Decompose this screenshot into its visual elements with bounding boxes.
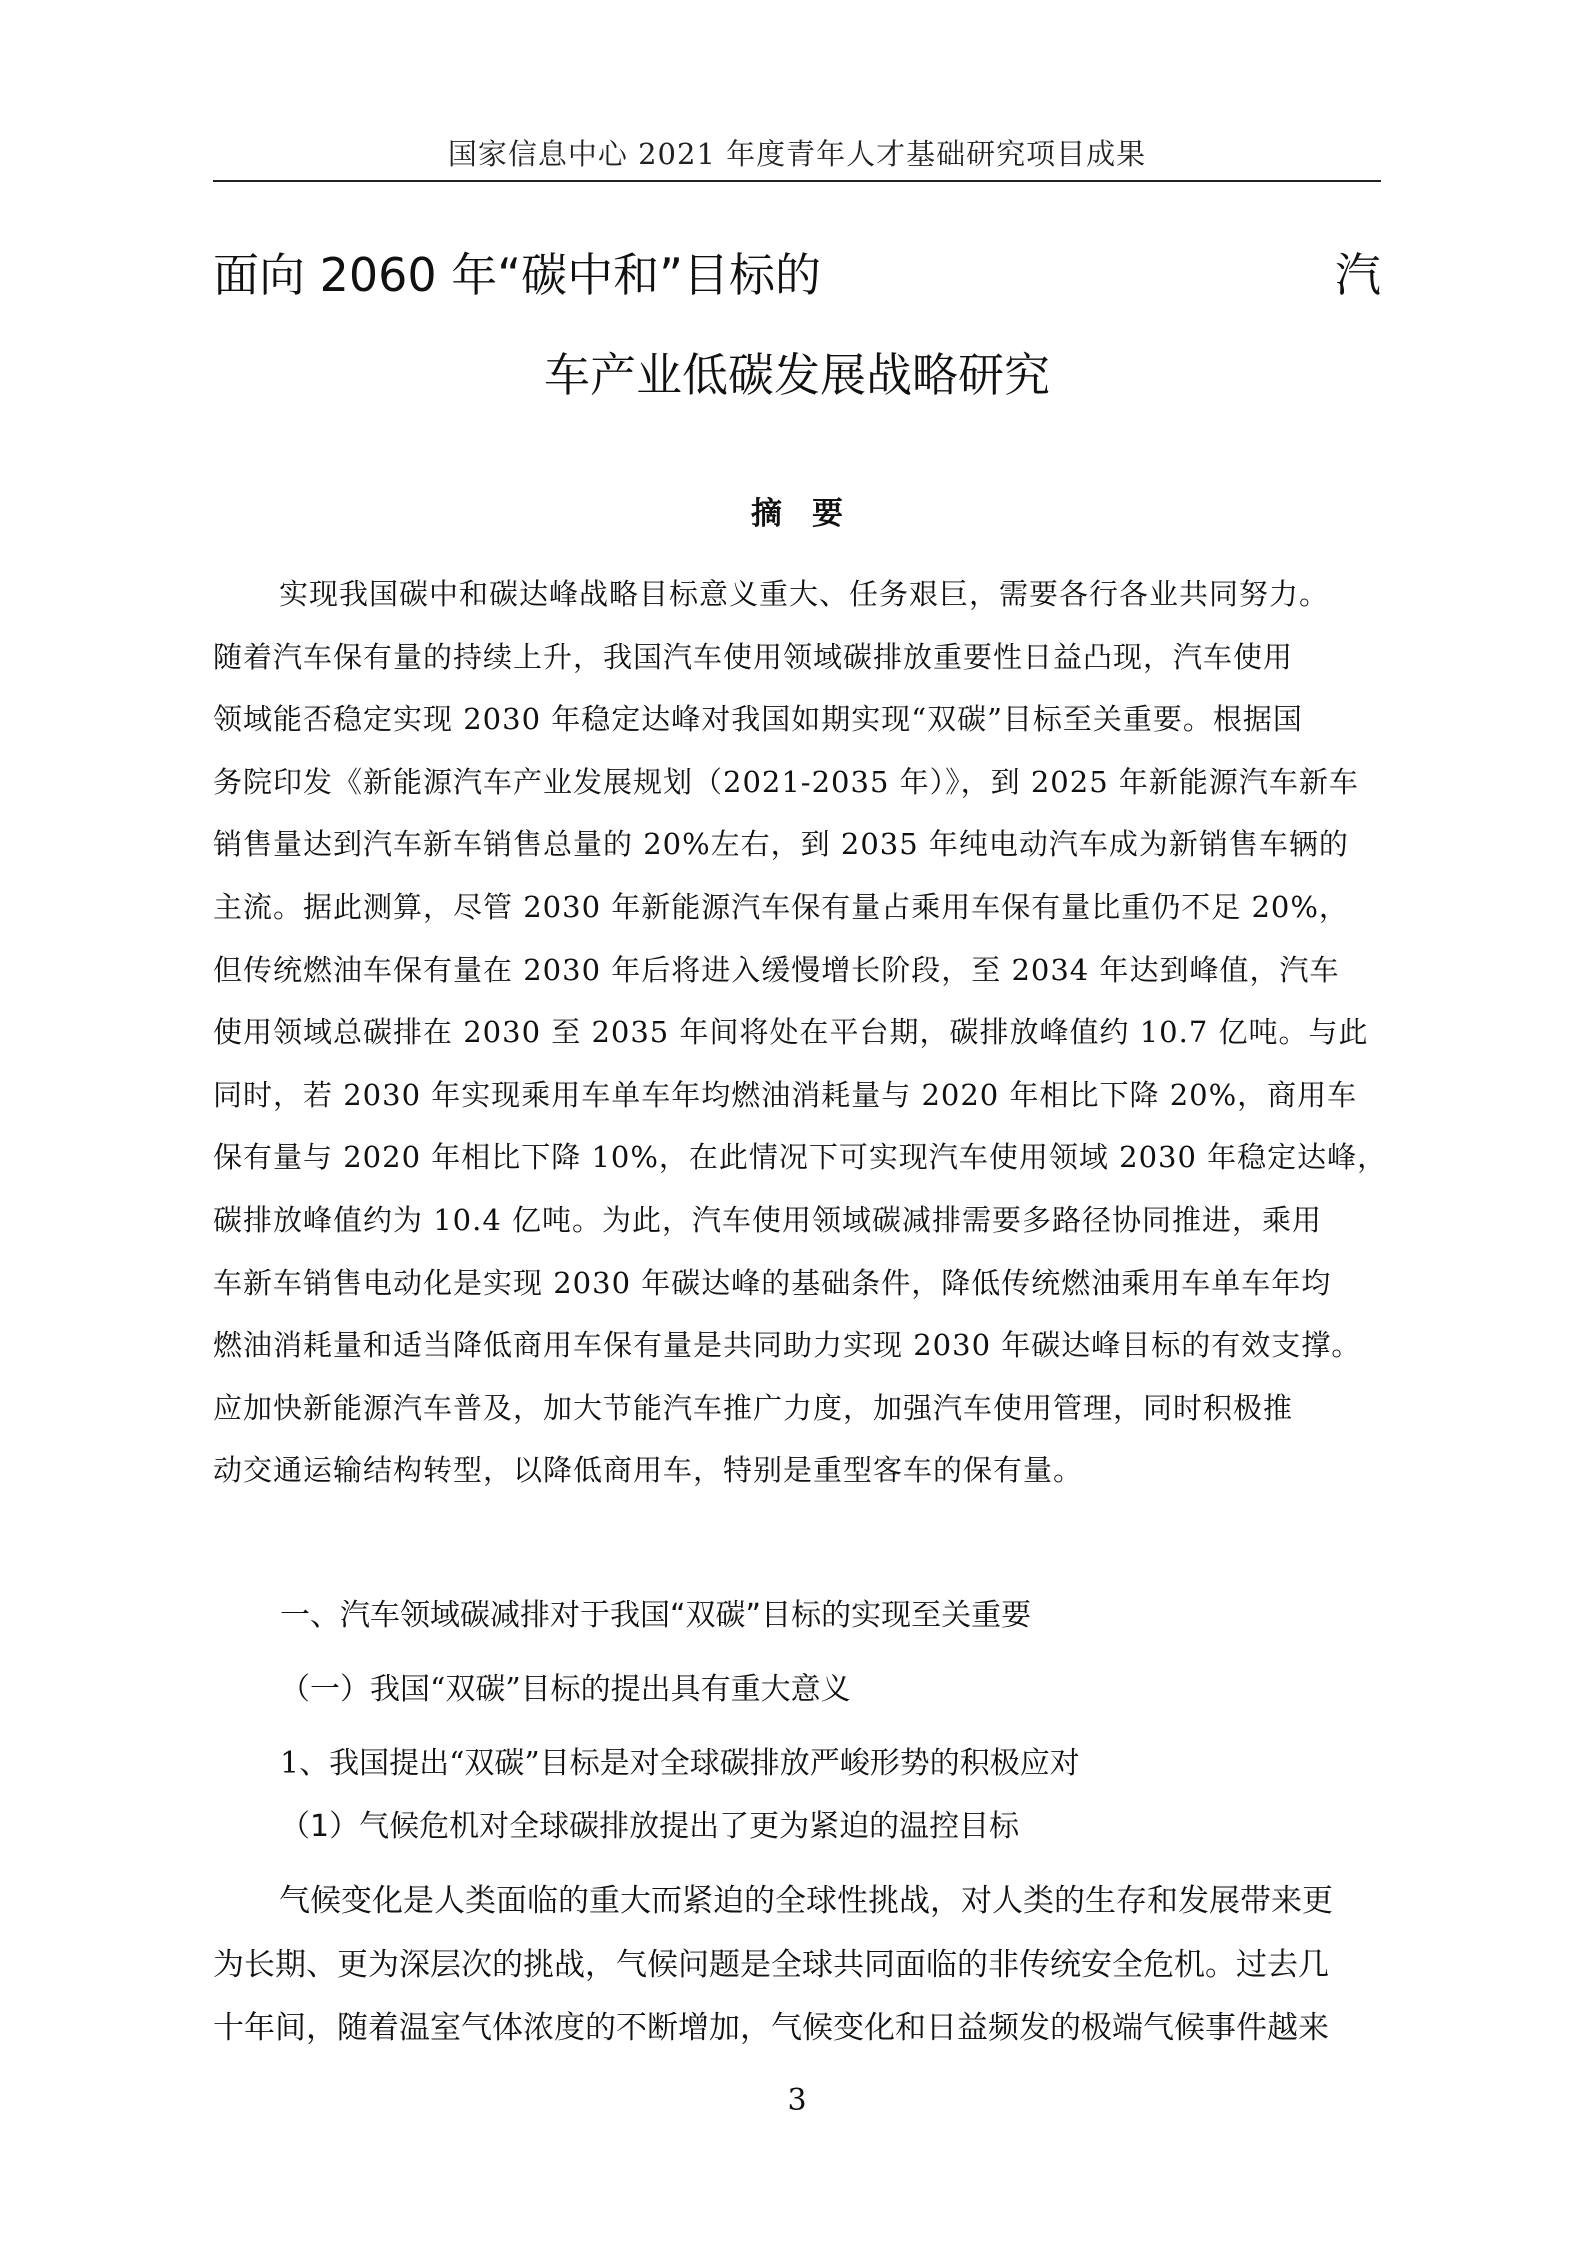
body-paragraph bbox=[213, 1870, 1381, 2061]
body-line: 气候变化是人类面临的重大而紧迫的全球性挑战，对人类的生存和发展带来更 bbox=[279, 1883, 1333, 1919]
abstract-line: 主流。据此测算，尽管 2030 年新能源汽车保有量占乘用车保有量比重仍不足 20%， bbox=[213, 889, 1349, 924]
header-divider bbox=[213, 180, 1381, 182]
abstract-line: 保有量与 2020 年相比下降 10%，在此情况下可实现汽车使用领域 2030 年稳定达峰， bbox=[213, 1140, 1388, 1175]
abstract-line: 同时，若 2030 年实现乘用车单车年均燃油消耗量与 2020 年相比下降 20%，商用车 bbox=[213, 1077, 1358, 1112]
running-header: 国家信息中心 2021 年度青年人才基础研究项目成果 bbox=[447, 137, 1147, 171]
abstract-line: 车新车销售电动化是实现 2030 年碳达峰的基础条件，降低传统燃油乘用车单车年均 bbox=[213, 1265, 1332, 1300]
abstract-line: 但传统燃油车保有量在 2030 年后将进入缓慢增长阶段，至 2034 年达到峰值，汽车 bbox=[213, 952, 1340, 987]
abstract-line: 务院印发《新能源汽车产业发展规划（2021-2035 年）》，到 2025 年新能源汽车新车 bbox=[213, 764, 1359, 799]
abstract-line: 随着汽车保有量的持续上升，我国汽车使用领域碳排放重要性日益凸现，汽车使用 bbox=[213, 639, 1294, 674]
section-heading-1-1-1: 1、我国提出“双碳”目标是对全球碳排放严峻形势的积极应对 bbox=[280, 1746, 1080, 1781]
title-line-1-main: 面向 2060 年“碳中和”目标的 bbox=[213, 248, 821, 302]
abstract-line: 实现我国碳中和碳达峰战略目标意义重大、任务艰巨，需要各行各业共同努力。 bbox=[279, 577, 1330, 611]
page-number: 3 bbox=[787, 2083, 807, 2118]
abstract-line: 碳排放峰值约为 10.4 亿吨。为此，汽车使用领域碳减排需要多路径协同推进，乘用 bbox=[213, 1202, 1323, 1237]
abstract-line: 燃油消耗量和适当降低商用车保有量是共同助力实现 2030 年碳达峰目标的有效支撑。 bbox=[213, 1328, 1362, 1363]
abstract-line: 应加快新能源汽车普及，加大节能汽车推广力度，加强汽车使用管理，同时积极推 bbox=[213, 1390, 1294, 1425]
body-line: 为长期、更为深层次的挑战，气候问题是全球共同面临的非传统安全危机。过去几 bbox=[213, 1946, 1329, 1983]
abstract-line: 销售量达到汽车新车销售总量的 20%左右，到 2035 年纯电动汽车成为新销售车辆的 bbox=[213, 827, 1349, 862]
abstract-heading: 摘要 bbox=[751, 496, 873, 532]
abstract-line: 领域能否稳定实现 2030 年稳定达峰对我国如期实现“双碳”目标至关重要。根据国 bbox=[213, 702, 1303, 737]
abstract-line: 动交通运输结构转型，以降低商用车，特别是重型客车的保有量。 bbox=[213, 1453, 1084, 1488]
body-line: 十年间，随着温室气体浓度的不断增加，气候变化和日益频发的极端气候事件越来 bbox=[213, 2010, 1329, 2046]
abstract-line: 使用领域总碳排在 2030 至 2035 年间将处在平台期，碳排放峰值约 10.7 亿吨。与此 bbox=[213, 1015, 1369, 1050]
title-line-1-tail: 汽 bbox=[1335, 248, 1381, 302]
abstract-paragraph bbox=[213, 563, 1388, 1502]
title-line-2: 车产业低碳发展战略研究 bbox=[544, 348, 1050, 402]
title-line-1 bbox=[213, 240, 1381, 310]
section-heading-1-1-1-1: （1）气候危机对全球碳排放提出了更为紧迫的温控目标 bbox=[280, 1809, 1020, 1844]
section-heading-1: 一、汽车领域碳减排对于我国“双碳”目标的实现至关重要 bbox=[280, 1598, 1032, 1633]
section-heading-1-1: （一）我国“双碳”目标的提出具有重大意义 bbox=[280, 1672, 851, 1707]
